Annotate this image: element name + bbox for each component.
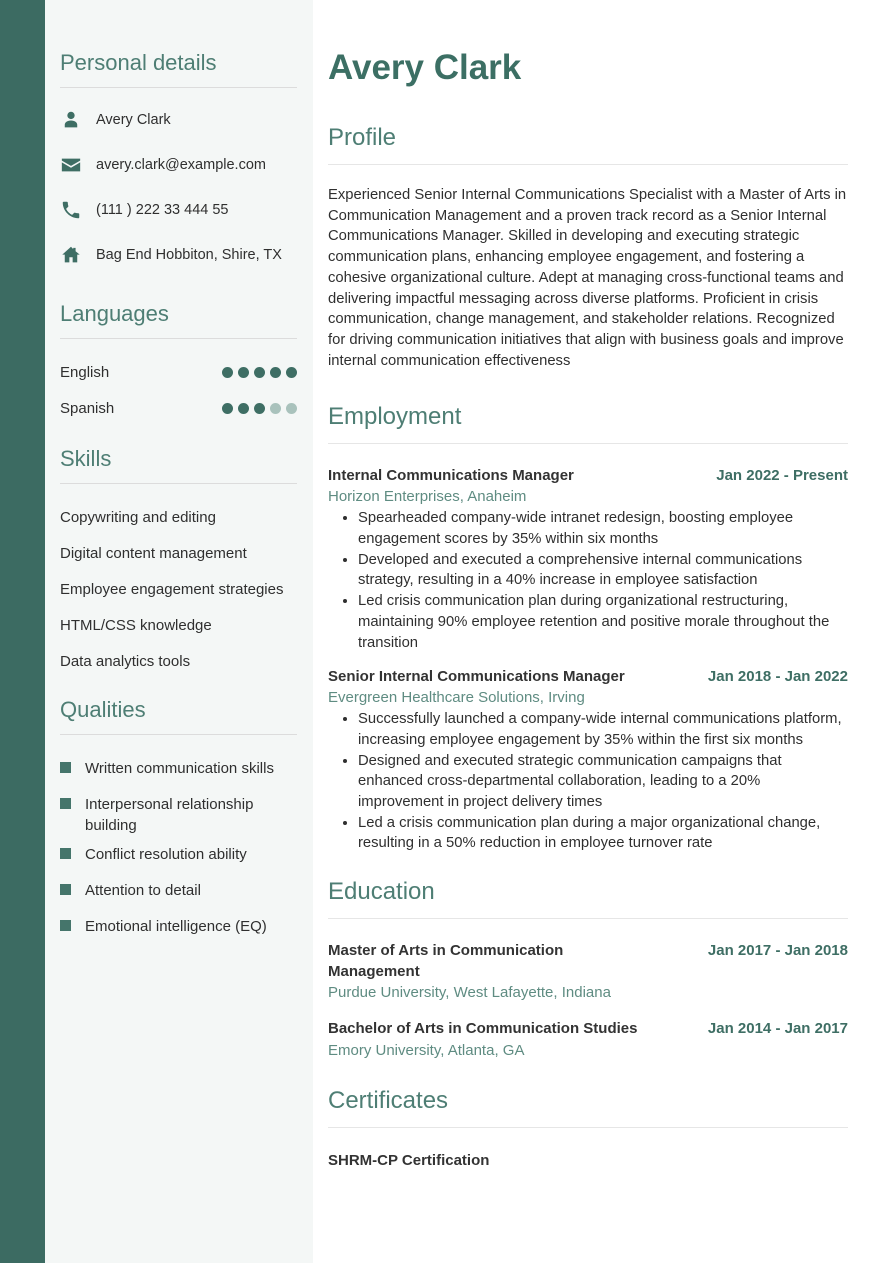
quality-text: Conflict resolution ability (85, 846, 247, 863)
quality-item (60, 872, 297, 908)
education-degree: Bachelor of Arts in Communication Studies (328, 1020, 638, 1038)
level-dot-filled (222, 403, 233, 414)
personal-details-heading: Personal details (60, 50, 297, 88)
quality-text: Attention to detail (85, 882, 201, 899)
level-dot-filled (254, 403, 265, 414)
language-list (60, 354, 297, 426)
job-header (328, 667, 848, 686)
quality-item (60, 786, 297, 836)
job-bullet: • Led a crisis communication plan during a major organizational change, resulting in a 50% reduction in employee turnover rate (358, 813, 848, 854)
square-bullet-icon (60, 762, 71, 773)
skills-heading: Skills (60, 446, 297, 484)
sidebar (45, 0, 313, 1263)
job-bullet-list (328, 508, 848, 653)
level-dot-filled (270, 367, 281, 378)
job-dates: Jan 2022 - Present (716, 467, 848, 485)
skill-item: HTML/CSS knowledge (60, 616, 212, 634)
job-company: Evergreen Healthcare Solutions, Irving (328, 689, 585, 707)
square-bullet-icon (60, 848, 71, 859)
contact-row-phone (60, 187, 297, 232)
education-dates: Jan 2017 - Jan 2018 (707, 942, 848, 960)
employment-heading: Employment (328, 403, 848, 444)
language-name: Spanish (60, 399, 115, 417)
quality-list (60, 750, 297, 944)
contact-name-text: Avery Clark (96, 111, 171, 128)
skill-list (60, 499, 297, 679)
quality-item (60, 750, 297, 786)
level-dot-empty (286, 403, 297, 414)
profile-text: Experienced Senior Internal Communications Specialist with a Master of Arts in Communication Management and a proven track record as a Senior Internal Communications Manager. Skilled in developing and executing strategic communication plans, enhancing employee engagement, and fostering a cohesive organizational culture. Adept at managing cross-functional teams and delivering impactful messaging across diverse platforms. Proficient in crisis communication, change management, and stakeholder relations. Recognized for driving communication initiatives that align with business goals and improve internal communication effectiveness (328, 187, 847, 369)
level-dot-filled (254, 367, 265, 378)
language-name: English (60, 363, 110, 381)
square-bullet-icon (60, 884, 71, 895)
quality-text: Written communication skills (85, 760, 274, 777)
contact-row-email (60, 142, 297, 187)
level-dot-filled (222, 367, 233, 378)
job-role: Senior Internal Communications Manager (328, 668, 625, 686)
main-column (313, 0, 893, 1263)
language-row (60, 390, 297, 426)
contact-phone-text: (111 ) 222 33 444 55 (96, 201, 229, 218)
contact-row-name (60, 97, 297, 142)
education-dates: Jan 2014 - Jan 2017 (707, 1020, 848, 1038)
employment-entry (328, 466, 848, 653)
job-dates: Jan 2018 - Jan 2022 (707, 668, 848, 686)
contact-list (60, 97, 297, 277)
qualities-section (60, 697, 297, 944)
job-bullet: • Led crisis communication plan during organizational restructuring, maintaining 90% employee retention and positive morale throughout the transition (358, 591, 848, 653)
employment-entry (328, 667, 848, 854)
education-school: Emory University, Atlanta, GA (328, 1041, 525, 1059)
certificate-name: SHRM-CP Certification (328, 1151, 490, 1169)
level-dot-filled (286, 367, 297, 378)
education-school: Purdue University, West Lafayette, Indiana (328, 984, 611, 1002)
square-bullet-icon (60, 920, 71, 931)
education-header (328, 1019, 848, 1040)
job-role: Internal Communications Manager (328, 467, 574, 485)
job-header (328, 466, 848, 485)
level-dot-filled (238, 403, 249, 414)
skill-item: Copywriting and editing (60, 508, 216, 526)
job-bullet: • Spearheaded company-wide intranet redesign, boosting employee engagement scores by 35% within six months (358, 508, 848, 549)
quality-text: Emotional intelligence (EQ) (85, 918, 267, 935)
education-degree: Master of Arts in Communication Management (328, 942, 564, 980)
skill-item: Data analytics tools (60, 652, 191, 670)
square-bullet-icon (60, 798, 71, 809)
language-level-dots (222, 367, 297, 378)
person-name-title: Avery Clark (328, 48, 522, 87)
job-bullet-list (328, 709, 848, 854)
level-dot-empty (270, 403, 281, 414)
qualities-heading: Qualities (60, 697, 297, 735)
skill-item: Digital content management (60, 544, 247, 562)
job-bullet: • Developed and executed a comprehensive internal communications strategy, resulting in a 40% increase in employee satisfaction (358, 550, 848, 591)
quality-item (60, 836, 297, 872)
education-header (328, 941, 848, 982)
contact-email-text: avery.clark@example.com (96, 156, 266, 173)
education-entry (328, 1019, 848, 1061)
languages-section (60, 301, 297, 426)
education-heading: Education (328, 878, 848, 919)
job-company: Horizon Enterprises, Anaheim (328, 488, 527, 506)
quality-item (60, 908, 297, 944)
home-icon (60, 244, 82, 266)
languages-heading: Languages (60, 301, 297, 339)
phone-icon (60, 199, 82, 221)
contact-address-text: Bag End Hobbiton, Shire, TX (96, 246, 282, 263)
accent-stripe (0, 0, 45, 1263)
job-bullet: • Successfully launched a company-wide internal communications platform, increasing employee engagement by 35% within the first six months (358, 709, 848, 750)
language-level-dots (222, 403, 297, 414)
person-icon (60, 109, 82, 131)
profile-heading: Profile (328, 124, 848, 165)
email-icon (60, 154, 82, 176)
education-entry (328, 941, 848, 1003)
skill-item: Employee engagement strategies (60, 580, 284, 598)
level-dot-filled (238, 367, 249, 378)
quality-text: Interpersonal relationship building (85, 796, 254, 834)
contact-row-address (60, 232, 297, 277)
skills-section (60, 446, 297, 679)
job-bullet: • Designed and executed strategic communication campaigns that enhanced cross-departmental collaboration, leading to a 20% improvement in project delivery times (358, 751, 848, 813)
certificates-heading: Certificates (328, 1087, 848, 1128)
language-row (60, 354, 297, 390)
